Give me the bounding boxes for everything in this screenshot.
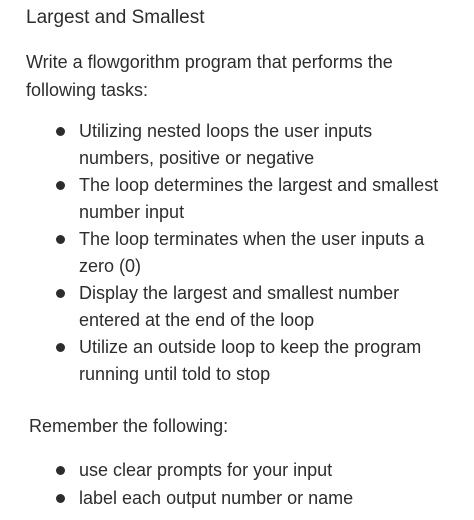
- task-line-1: Utilizing nested loops the user inputs: [79, 121, 373, 141]
- task-line-2: running until told to stop: [79, 364, 271, 384]
- task-line-2: numbers, positive or negative: [79, 148, 315, 168]
- task-line-2: entered at the end of the loop: [79, 310, 315, 330]
- task-line-1: Display the largest and smallest number: [79, 283, 400, 303]
- reminder-item: [56, 457, 468, 485]
- bullet-icon: [56, 181, 65, 190]
- task-line-1: Utilize an outside loop to keep the program: [79, 337, 422, 357]
- bullet-icon: [56, 289, 65, 298]
- reminder-item: [56, 485, 468, 513]
- reminder-list: [56, 457, 468, 513]
- bullet-icon: [56, 235, 65, 244]
- bullet-icon: [56, 127, 65, 136]
- intro-paragraph: Write a flowgorithm program that performs the following tasks:: [26, 52, 393, 100]
- cut-off-text-fragment: [150, 514, 390, 520]
- task-line-2: number input: [79, 202, 185, 222]
- task-item: [56, 172, 468, 226]
- bullet-icon: [56, 494, 65, 503]
- reminder-text: use clear prompts for your input: [79, 460, 333, 480]
- task-item: [56, 226, 468, 280]
- task-line-2: zero (0): [79, 256, 142, 276]
- page-title: Largest and Smallest: [26, 7, 205, 28]
- task-line-1: The loop terminates when the user inputs a: [79, 229, 425, 249]
- task-item: [56, 118, 468, 172]
- task-item: [56, 334, 468, 388]
- bullet-icon: [56, 466, 65, 475]
- task-list: [56, 118, 468, 388]
- task-item: [56, 280, 468, 334]
- task-line-1: The loop determines the largest and smallest: [79, 175, 439, 195]
- remember-heading: Remember the following:: [29, 416, 229, 436]
- reminder-text: label each output number or name: [79, 488, 354, 508]
- bullet-icon: [56, 343, 65, 352]
